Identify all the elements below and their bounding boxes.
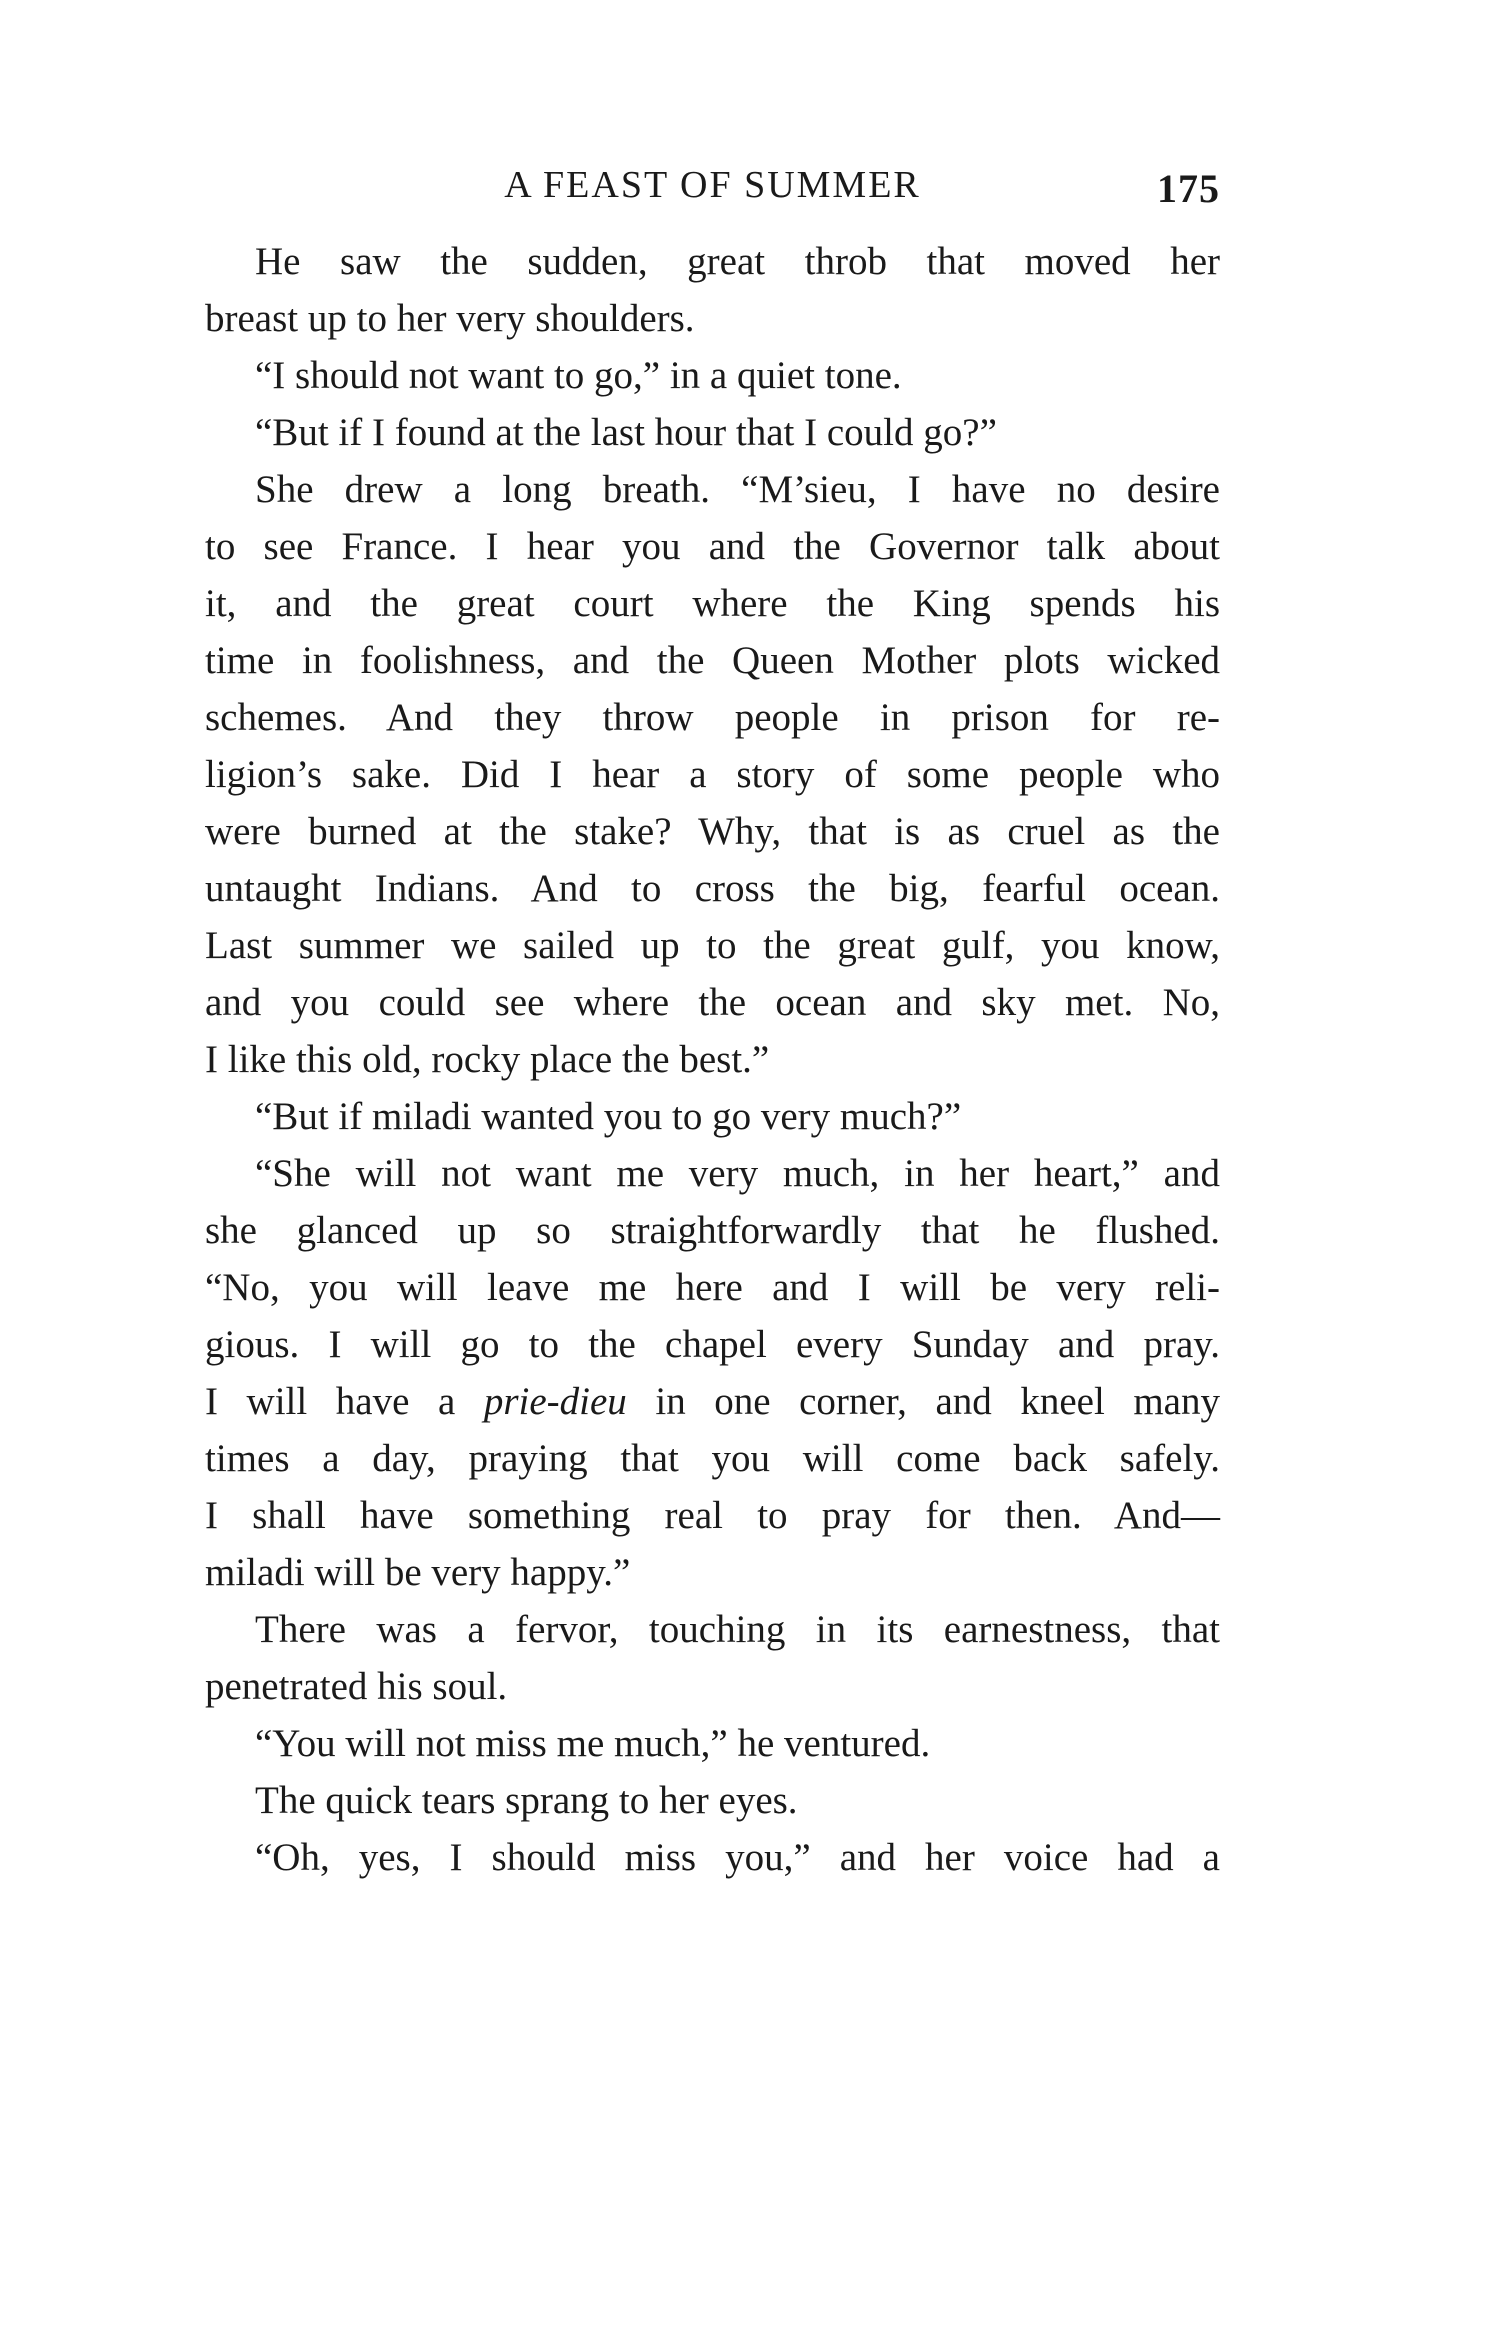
text-line: gious. I will go to the chapel every Sunday and pray. <box>205 1323 1220 1366</box>
text-line: schemes. And they throw people in prison for re- <box>205 696 1220 739</box>
text-line: “Oh, yes, I should miss you,” and her voice had a <box>255 1836 1220 1879</box>
text-line: untaught Indians. And to cross the big, fearful ocean. <box>205 867 1220 910</box>
text-line: time in foolishness, and the Queen Mother plots wicked <box>205 639 1220 682</box>
italic-term: prie-dieu <box>483 1380 627 1423</box>
text-line: I will have a prie-dieu in one corner, and kneel many <box>205 1380 1220 1423</box>
text-line: The quick tears sprang to her eyes. <box>255 1779 798 1822</box>
text-line: miladi will be very happy.” <box>205 1551 631 1594</box>
text-line: were burned at the stake? Why, that is as cruel as the <box>205 810 1220 853</box>
running-head <box>205 160 1220 210</box>
text-line: ligion’s sake. Did I hear a story of some people who <box>205 753 1220 796</box>
text-line: I shall have something real to pray for then. And— <box>205 1494 1220 1537</box>
text-line: There was a fervor, touching in its earnestness, that <box>255 1608 1220 1651</box>
text-line: He saw the sudden, great throb that moved her <box>255 240 1220 283</box>
text-line: I like this old, rocky place the best.” <box>205 1038 770 1081</box>
text-line: Last summer we sailed up to the great gulf, you know, <box>205 924 1220 967</box>
text-line: She drew a long breath. “M’sieu, I have no desire <box>255 468 1220 511</box>
text-line: and you could see where the ocean and sky met. No, <box>205 981 1220 1024</box>
text-line: “But if miladi wanted you to go very much?” <box>255 1095 962 1138</box>
page-number: 175 <box>1157 166 1220 211</box>
text-line: “You will not miss me much,” he ventured. <box>255 1722 931 1765</box>
text-line: to see France. I hear you and the Governor talk about <box>205 525 1220 568</box>
text-line: “But if I found at the last hour that I could go?” <box>255 411 997 454</box>
header-title: A FEAST OF SUMMER <box>504 164 921 206</box>
text-line: times a day, praying that you will come back safely. <box>205 1437 1220 1480</box>
body-text <box>205 233 1220 1886</box>
text-line: she glanced up so straightforwardly that he flushed. <box>205 1209 1220 1252</box>
text-line: breast up to her very shoulders. <box>205 297 695 340</box>
text-line: “She will not want me very much, in her heart,” and <box>255 1152 1220 1195</box>
text-line: “No, you will leave me here and I will be very reli- <box>205 1266 1220 1309</box>
text-line: it, and the great court where the King spends his <box>205 582 1220 625</box>
text-line: penetrated his soul. <box>205 1665 508 1708</box>
text-line: “I should not want to go,” in a quiet tone. <box>255 354 902 397</box>
